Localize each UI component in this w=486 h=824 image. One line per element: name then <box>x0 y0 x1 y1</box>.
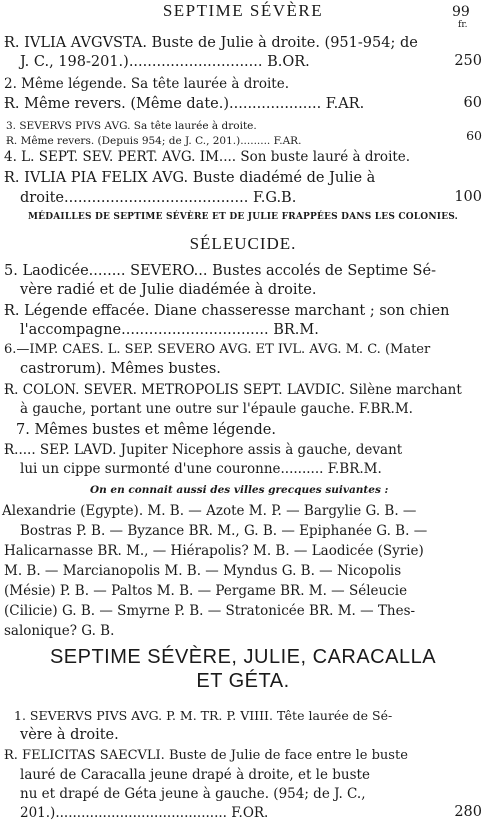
text-line: M. B. — Marcianopolis M. B. — Myndus G. B. — Nicopolis <box>4 563 402 579</box>
text-line: Ɍ. Légende effacée. Diane chasseresse marchant ; son chien <box>4 303 450 319</box>
text-line: J. C., 198-201.)............................. B.OR. <box>20 54 310 70</box>
text-line: Ɍ. Même revers. (Même date.).................... F.AR. <box>4 96 365 112</box>
section-title: SEPTIME SÉVÈRE, JULIE, CARACALLA <box>49 646 437 668</box>
text-line: Ɍ. IVLIA PIA FELIX AVG. Buste diadémé de Julie à <box>4 170 376 186</box>
text-line: nu et drapé de Géta jeune à gauche. (954; de J. C., <box>20 786 366 802</box>
text-line: à gauche, portant une outre sur l'épaule gauche. F.BR.M. <box>20 401 413 417</box>
page-mark: fr. <box>458 20 468 30</box>
text-line: l'accompagne................................ BR.M. <box>20 322 319 338</box>
text-line: Bostras P. B. — Byzance BR. M., G. B. — Epiphanée G. B. — <box>20 523 428 539</box>
colonies-heading: MÉDAILLES DE SEPTIME SÉVÈRE ET DE JULIE FRAPPÉES DANS LES COLONIES. <box>28 212 458 222</box>
text-line: Ɍ. FELICITAS SAECVLI. Buste de Julie de face entre le buste <box>4 748 408 763</box>
price: 100 <box>454 189 482 205</box>
text-line: 1. SEVERVS PIVS AVG. P. M. TR. P. VIIII. Tête laurée de Sé- <box>14 708 393 723</box>
text-line: 3. SEVERVS PIVS AVG. Sa tête laurée à droite. <box>6 120 257 132</box>
text-line: 6.—IMP. CAES. L. SEP. SEVERO AVG. ET IVL. AVG. M. C. (Mater <box>4 342 431 357</box>
text-line: 2. Même légende. Sa tête laurée à droite. <box>4 76 289 92</box>
price: 60 <box>466 128 482 143</box>
page-number: 99 <box>452 4 470 20</box>
text-line: salonique? G. B. <box>4 623 115 639</box>
text-line: Ɍ..... SEP. LAVD. Jupiter Nicephore assis à gauche, devant <box>4 442 403 458</box>
price: 250 <box>454 53 482 69</box>
text-line: 4. L. SEPT. SEV. PERT. AVG. IM.... Son buste lauré à droite. <box>4 149 411 165</box>
price: 280 <box>454 804 482 820</box>
text-line: vère radié et de Julie diadémée à droite. <box>20 282 317 298</box>
text-line: lauré de Caracalla jeune drapé à droite, et le buste <box>20 767 370 783</box>
text-line: (Mésie) P. B. — Paltos M. B. — Pergame BR. M. — Séleucie <box>4 583 408 599</box>
text-line: 201.)........................................ F.OR. <box>20 805 269 821</box>
text-line: 7. Mêmes bustes et même légende. <box>16 422 276 438</box>
section-heading: SÉLEUCIDE. <box>189 234 297 253</box>
text-line: droite........................................ F.G.B. <box>20 190 297 206</box>
text-line: lui un cippe surmonté d'une couronne.......... F.BR.M. <box>20 461 382 477</box>
text-line: (Cilicie) G. B. — Smyrne P. B. — Stratonicée BR. M. — Thes- <box>4 603 416 619</box>
text-line: Ɍ. COLON. SEVER. METROPOLIS SEPT. LAVDIC. Silène marchant <box>4 382 462 398</box>
text-line: Ɍ. Même revers. (Depuis 954; de J. C., 201.)......... F.AR. <box>6 135 302 147</box>
section-title: ET GÉTA. <box>196 670 290 692</box>
text-line: Ɍ. IVLIA AVGVSTA. Buste de Julie à droite. (951-954; de <box>4 35 418 51</box>
price: 60 <box>463 95 482 111</box>
text-line: castrorum). Mêmes bustes. <box>20 361 221 377</box>
text-line: 5. Laodicée........ SEVERO... Bustes accolés de Septime Sé- <box>4 263 436 279</box>
text-line: vère à droite. <box>20 727 119 743</box>
greek-intro: On en connait aussi des villes grecques suivantes : <box>90 484 389 496</box>
text-line: Halicarnasse BR. M., — Hiérapolis? M. B. — Laodicée (Syrie) <box>4 543 424 559</box>
text-line: Alexandrie (Egypte). M. B. — Azote M. P. — Bargylie G. B. — <box>2 503 417 519</box>
running-title: SEPTIME SÉVÈRE <box>162 1 324 20</box>
